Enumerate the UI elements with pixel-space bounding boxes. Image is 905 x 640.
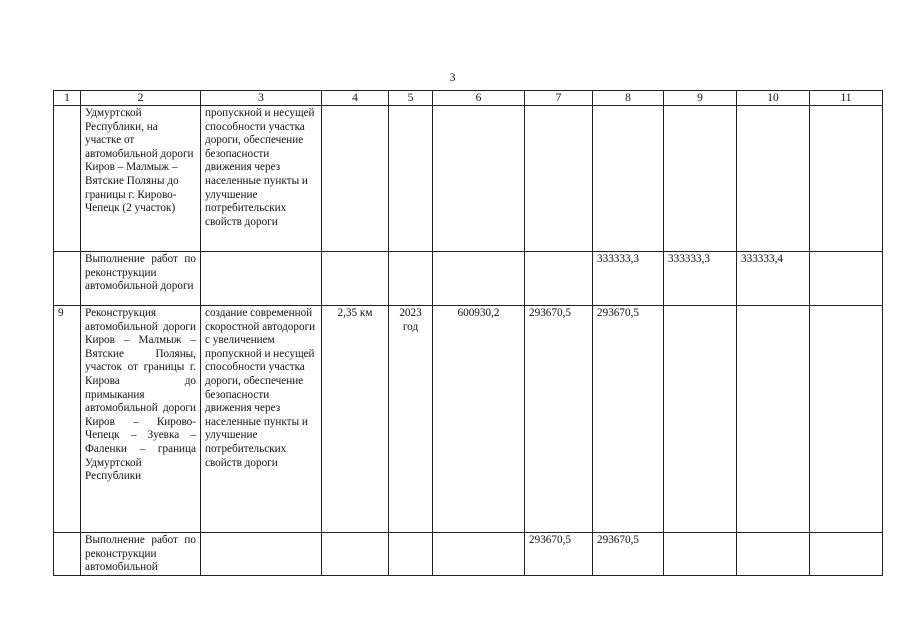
value-cell — [737, 306, 810, 533]
value-cell — [593, 106, 664, 252]
value-cell — [737, 533, 810, 576]
cost-cell — [433, 252, 525, 306]
column-number-row — [54, 91, 883, 106]
value-cell: 333333,3 — [593, 252, 664, 306]
column-header: 3 — [201, 91, 322, 106]
object-name-cell: Выполнение работ по реконструкции автомобильной дороги — [81, 252, 201, 306]
table-row — [54, 533, 883, 576]
column-header: 5 — [389, 91, 433, 106]
year-cell — [389, 252, 433, 306]
row-number-cell — [54, 252, 81, 306]
goal-cell: пропускной и несущей способности участка дороги, обеспечение безопасности движения через населенные пункты и улучшение потребительских свойств дороги — [201, 106, 322, 252]
table-row — [54, 252, 883, 306]
column-header: 8 — [593, 91, 664, 106]
column-header: 11 — [810, 91, 883, 106]
table-row — [54, 306, 883, 533]
value-cell: 333333,4 — [737, 252, 810, 306]
cost-cell — [433, 533, 525, 576]
value-cell — [737, 106, 810, 252]
year-cell: 2023 год — [389, 306, 433, 533]
object-name-cell: Удмуртской Республики, на участке от автомобильной дороги Киров – Малмыж – Вятские Поляны до границы г. Кирово-Чепецк (2 участок) — [81, 106, 201, 252]
capacity-cell: 2,35 км — [322, 306, 389, 533]
goal-cell — [201, 533, 322, 576]
column-header: 1 — [54, 91, 81, 106]
table-row — [54, 106, 883, 252]
row-number-cell — [54, 533, 81, 576]
value-cell: 293670,5 — [593, 533, 664, 576]
cost-cell — [433, 106, 525, 252]
capacity-cell — [322, 533, 389, 576]
value-cell: 333333,3 — [664, 252, 737, 306]
goal-cell — [201, 252, 322, 306]
value-cell: 293670,5 — [593, 306, 664, 533]
column-header: 4 — [322, 91, 389, 106]
value-cell — [664, 306, 737, 533]
value-cell — [525, 252, 593, 306]
value-cell — [525, 106, 593, 252]
object-name-cell: Выполнение работ по реконструкции автомобильной — [81, 533, 201, 576]
column-header: 9 — [664, 91, 737, 106]
value-cell: 293670,5 — [525, 533, 593, 576]
projects-table — [53, 90, 883, 576]
value-cell — [810, 306, 883, 533]
row-number-cell — [54, 106, 81, 252]
column-header: 2 — [81, 91, 201, 106]
value-cell — [810, 533, 883, 576]
object-name-cell: Реконструкция автомобильной дороги Киров – Малмыж – Вятские Поляны, участок от границы г. Кирова до примыкания автомобильной дороги Киров – Кирово-Чепецк – Зуевка – Фаленки – граница Удмуртской Республики — [81, 306, 201, 533]
capacity-cell — [322, 106, 389, 252]
column-header: 10 — [737, 91, 810, 106]
value-cell — [664, 533, 737, 576]
column-header: 6 — [433, 91, 525, 106]
row-number-cell: 9 — [54, 306, 81, 533]
goal-cell: создание современной скоростной автодороги с увеличением пропускной и несущей способности участка дороги, обеспечение безопасности движения через населенные пункты и улучшение потребительских свойств дороги — [201, 306, 322, 533]
year-cell — [389, 533, 433, 576]
capacity-cell — [322, 252, 389, 306]
value-cell: 293670,5 — [525, 306, 593, 533]
cost-cell: 600930,2 — [433, 306, 525, 533]
value-cell — [810, 252, 883, 306]
page-number: 3 — [449, 70, 456, 84]
column-header: 7 — [525, 91, 593, 106]
year-cell — [389, 106, 433, 252]
value-cell — [810, 106, 883, 252]
value-cell — [664, 106, 737, 252]
